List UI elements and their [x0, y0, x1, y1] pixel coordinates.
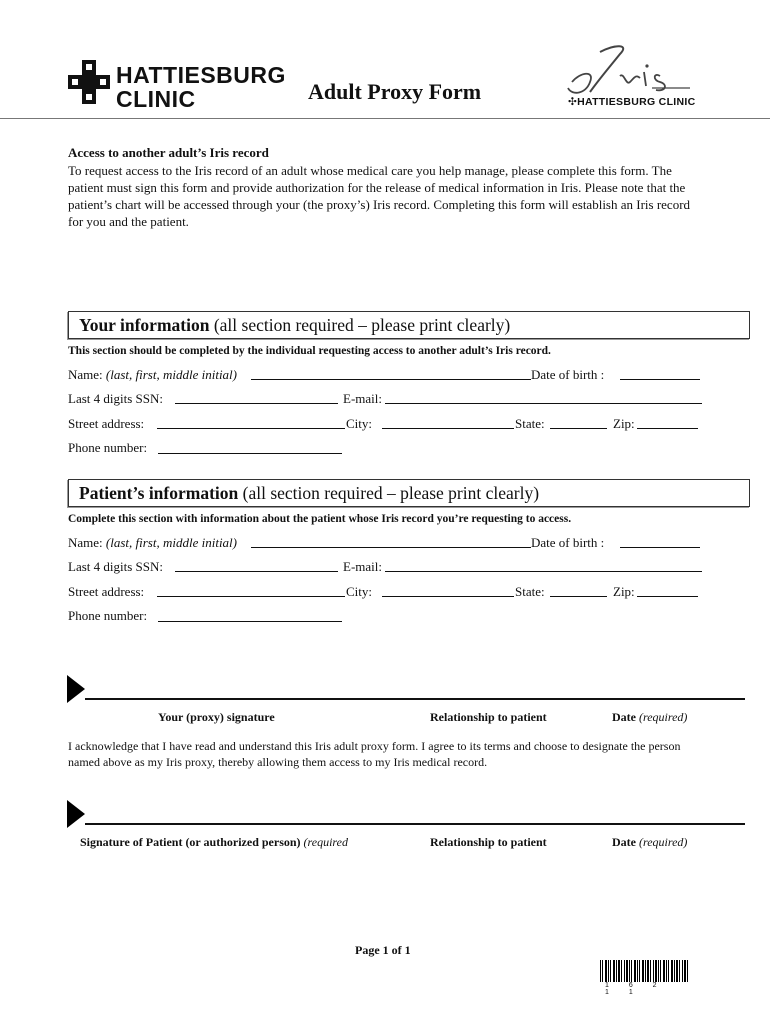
- intro-body: To request access to the Iris record of an adult whose medical care you help manage, please complete this form. The patient must sign this form and provide authorization for the release of medical information in Iris. Please note that the patient’s chart will be accessed through your (the proxy’s) Iris record. Completing this form will establish an Iris record for you and the patient.: [68, 163, 691, 229]
- header-divider: [0, 118, 770, 119]
- your-email-field[interactable]: [385, 403, 702, 404]
- patient-street-label: Street address:: [68, 584, 145, 599]
- patient-dob-field[interactable]: [620, 547, 700, 548]
- intro-heading: Access to another adult’s Iris record: [68, 145, 269, 160]
- patient-phone-field[interactable]: [158, 621, 342, 622]
- patient-signature-line[interactable]: [85, 823, 745, 825]
- patient-city-label: City:: [346, 584, 373, 599]
- logo-text-line2: CLINIC: [116, 86, 196, 112]
- your-zip-field[interactable]: [637, 428, 698, 429]
- patient-state-label: State:: [515, 584, 545, 599]
- page-title: Adult Proxy Form: [308, 79, 482, 104]
- patient-state-field[interactable]: [550, 596, 607, 597]
- section-title: Patient’s information (all section required – please print clearly): [79, 483, 540, 503]
- your-ssn-label: Last 4 digits SSN:: [68, 391, 163, 406]
- your-name-label: Name: (last, first, middle initial): [68, 367, 237, 382]
- your-city-label: City:: [346, 416, 373, 431]
- patient-information-note: Complete this section with information about the patient whose Iris record you’re requesting to access.: [68, 513, 572, 525]
- your-phone-field[interactable]: [158, 453, 342, 454]
- page-number: Page 1 of 1: [355, 943, 411, 957]
- section-title: Your information (all section required – please print clearly): [79, 315, 511, 335]
- iris-script-logo: [560, 42, 700, 98]
- patient-relationship-label: Relationship to patient: [430, 835, 547, 849]
- proxy-signature-label: Your (proxy) signature: [158, 710, 275, 724]
- patient-zip-label: Zip:: [613, 584, 635, 599]
- your-zip-label: Zip:: [613, 416, 635, 431]
- patient-name-label: Name: (last, first, middle initial): [68, 535, 237, 550]
- your-name-field[interactable]: [251, 379, 531, 380]
- your-dob-field[interactable]: [620, 379, 700, 380]
- patient-name-field[interactable]: [251, 547, 531, 548]
- patient-signature-label: Signature of Patient (or authorized person) (required: [80, 835, 348, 849]
- your-dob-label: Date of birth :: [531, 367, 605, 382]
- patient-email-label: E-mail:: [343, 559, 382, 574]
- patient-date-label: Date (required): [612, 835, 688, 849]
- acknowledgement-text: I acknowledge that I have read and understand this Iris adult proxy form. I agree to its terms and choose to designate the person named above as my Iris proxy, thereby allowing them access to my Iris medical record.: [68, 739, 681, 769]
- barcode: [600, 960, 688, 982]
- your-state-field[interactable]: [550, 428, 607, 429]
- proxy-date-label: Date (required): [612, 710, 688, 724]
- patient-ssn-field[interactable]: [175, 571, 338, 572]
- iris-logo-subtitle: ✣HATTIESBURG CLINIC: [568, 96, 696, 108]
- patient-dob-label: Date of birth :: [531, 535, 605, 550]
- logo-text-line1: HATTIESBURG: [116, 62, 286, 88]
- proxy-signature-line[interactable]: [85, 698, 745, 700]
- patient-ssn-label: Last 4 digits SSN:: [68, 559, 163, 574]
- patient-email-field[interactable]: [385, 571, 702, 572]
- your-email-label: E-mail:: [343, 391, 382, 406]
- sign-here-arrow-icon: [67, 675, 85, 703]
- small-cross-icon: ✣: [568, 96, 578, 108]
- barcode-number: 1 6 2 1 1: [605, 982, 666, 996]
- your-information-note: This section should be completed by the individual requesting access to another adult’s Iris record.: [68, 345, 551, 357]
- your-street-field[interactable]: [157, 428, 345, 429]
- proxy-relationship-label: Relationship to patient: [430, 710, 547, 724]
- sign-here-arrow-icon: [67, 800, 85, 828]
- your-ssn-field[interactable]: [175, 403, 338, 404]
- patient-street-field[interactable]: [157, 596, 345, 597]
- hattiesburg-clinic-cross-logo-icon: [68, 60, 110, 104]
- patient-city-field[interactable]: [382, 596, 514, 597]
- your-city-field[interactable]: [382, 428, 514, 429]
- patient-zip-field[interactable]: [637, 596, 698, 597]
- your-information-section-header: [68, 311, 750, 339]
- your-street-label: Street address:: [68, 416, 145, 431]
- your-phone-label: Phone number:: [68, 440, 148, 455]
- patient-information-section-header: [68, 479, 750, 507]
- your-state-label: State:: [515, 416, 545, 431]
- patient-phone-label: Phone number:: [68, 608, 148, 623]
